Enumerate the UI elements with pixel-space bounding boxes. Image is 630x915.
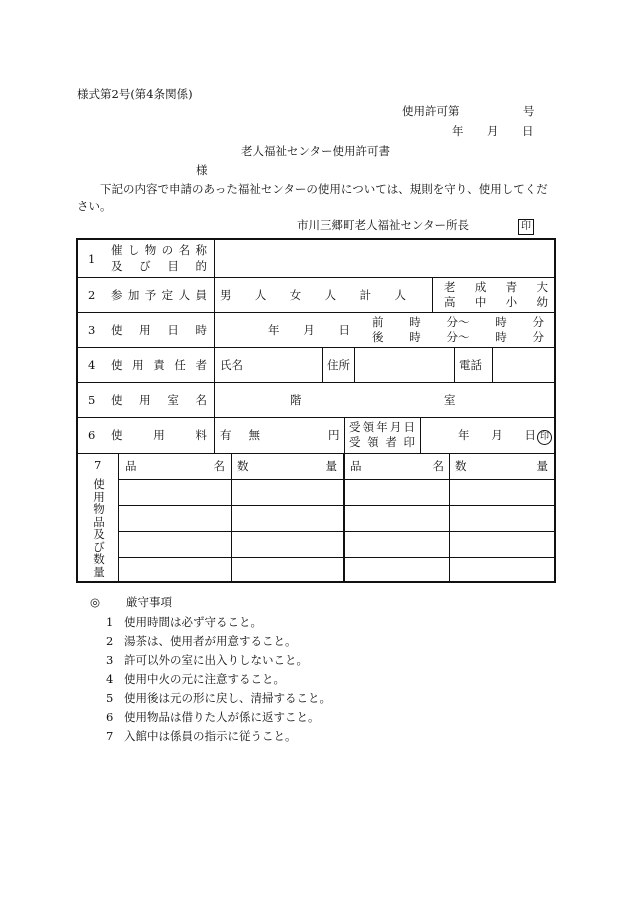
phone-label: 電話 [459,358,482,372]
rule-6-number: 6 [106,710,114,724]
row3-number: 3 [88,323,96,337]
permit-table [76,238,556,583]
age-groups-bottom: 高 中 小 幼 [444,295,548,309]
receipt-date-label: 受 領 年 月 日 [349,420,415,434]
usage-date[interactable]: 年 月 日 [268,323,350,337]
row4-number: 4 [88,358,96,372]
rule-3-text: 許可以外の室に出入りしないこと。 [124,653,308,667]
body-text-line2: さい。 [77,199,112,213]
row3-label-datetime: 使 用 日 時 [111,323,207,337]
row7-number: 7 [94,458,102,472]
row2-number: 2 [88,288,96,302]
row1-number: 1 [88,252,96,266]
row5-label-room: 使 用 室 名 [111,393,207,407]
issue-day-label: 日 [522,124,534,138]
rule-3-number: 3 [106,653,114,667]
rules-mark: ◎ [90,595,101,609]
receiver-seal [537,428,552,445]
rule-7-number: 7 [106,729,114,743]
rule-5-number: 5 [106,691,114,705]
floor-label: 階 [290,393,302,407]
item-name-header-right: 品 名 [350,459,444,473]
quantity-header-left: 数 量 [237,459,337,473]
row6-label-fee: 使 用 料 [111,428,207,442]
rule-1-number: 1 [106,615,114,629]
row5-number: 5 [88,393,96,407]
yen-label: 円 [328,428,340,442]
issuer-seal [518,218,534,235]
form-number: 様式第2号(第4条関係) [77,87,193,101]
row1-label-event: 催 し 物 の 名 称 [111,243,207,257]
age-groups-top: 老 成 青 大 [444,280,548,294]
rules-title: 厳守事項 [126,595,172,609]
issuer-name: 市川三郷町老人福祉センター所長 [297,218,470,232]
permit-number-suffix: 号 [523,104,535,118]
room-label: 室 [444,393,456,407]
row1-label-purpose: 及 び 目 的 [111,259,207,273]
rule-1-text: 使用時間は必ず守ること。 [124,615,262,629]
row2-label-participants: 参 加 予 定 人 員 [111,288,207,302]
rule-5-text: 使用後は元の形に戻し、清掃すること。 [124,691,331,705]
seal-mark: 印 [518,219,534,235]
usage-time-am[interactable]: 前 時 分〜 時 分 [372,315,544,329]
rule-2-number: 2 [106,634,114,648]
rule-4-number: 4 [106,672,114,686]
body-text-line1: 下記の内容で申請のあった福祉センターの使用については、規則を守り、使用してくだ [100,182,548,196]
event-purpose-field[interactable] [216,242,552,275]
fee-paid-option[interactable]: 有 無 [220,428,260,442]
row6-number: 6 [88,428,96,442]
quantity-header-right: 数 量 [455,459,548,473]
usage-time-pm[interactable]: 後 時 分〜 時 分 [372,330,544,344]
receipt-date[interactable]: 年 月 日 [458,428,536,442]
receiver-seal-label: 受 領 者 印 [349,435,415,449]
rule-7-text: 入館中は係員の指示に従うこと。 [124,729,297,743]
issue-month-label: 月 [487,124,499,138]
name-label: 氏名 [220,358,243,372]
participant-counts[interactable]: 男 人 女 人 計 人 [220,288,406,302]
row4-label-responsible: 使 用 責 任 者 [111,358,207,372]
item-name-header-left: 品 名 [125,459,225,473]
issue-year-label: 年 [452,124,464,138]
rule-2-text: 湯茶は、使用者が用意すること。 [124,634,297,648]
rule-6-text: 使用物品は借りた人が係に返すこと。 [124,710,320,724]
rule-4-text: 使用中火の元に注意すること。 [124,672,285,686]
receiver-seal-mark: 印 [537,430,552,445]
addressee-honorific: 様 [196,163,208,177]
row7-label-items: 使 用 物 品 及 び 数 量 [93,477,105,579]
address-label: 住所 [327,358,350,372]
permit-number-label: 使用許可第 [402,104,460,118]
document-title: 老人福祉センター使用許可書 [241,144,391,158]
